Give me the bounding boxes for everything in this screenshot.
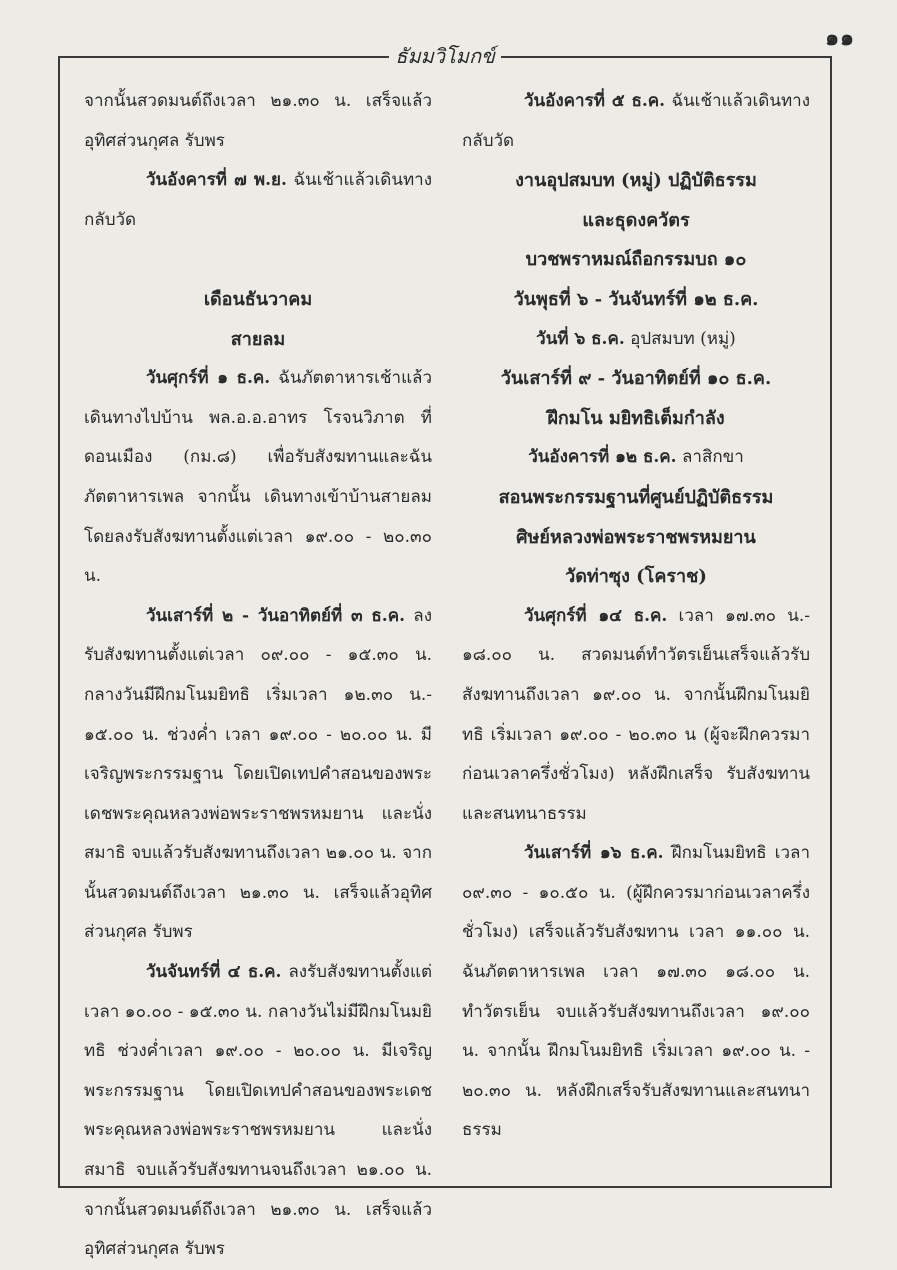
date-label: วันจันทร์ที่ ๔ ธ.ค. <box>146 962 282 983</box>
section-heading: บวชพราหมณ์ถือกรรมบถ ๑๐ <box>525 249 747 271</box>
continued-paragraph <box>84 82 432 161</box>
blank-line <box>84 240 432 280</box>
section-heading: วัดท่าซุง (โคราช) <box>565 566 707 588</box>
date-range-heading: วันพุธที่ ๖ - วันจันทร์ที่ ๑๒ ธ.ค. <box>513 288 759 310</box>
paragraph-text: จากนั้นสวดมนต์ถึงเวลา ๒๑.๓๐ น. เสร็จแล้วอุทิศส่วนกุศล รับพร <box>84 91 432 151</box>
date-range-heading: วันเสาร์ที่ ๙ - วันอาทิตย์ที่ ๑๐ ธ.ค. <box>500 368 772 390</box>
left-column <box>84 82 432 1270</box>
schedule-paragraph <box>84 953 432 1270</box>
paragraph-text: ลาสิกขา <box>676 447 744 468</box>
date-label: วันอังคารที่ ๑๒ ธ.ค. <box>528 447 677 468</box>
schedule-line <box>462 320 810 360</box>
page-frame <box>58 44 832 1260</box>
schedule-paragraph <box>462 82 810 161</box>
date-label: วันอังคารที่ ๕ ธ.ค. <box>524 91 666 111</box>
right-column <box>462 82 810 1151</box>
schedule-paragraph <box>84 161 432 240</box>
date-label: วันอังคารที่ ๗ พ.ย. <box>146 170 287 191</box>
paragraph-text: ฉันเช้าแล้วเดินทางกลับวัด <box>84 170 432 230</box>
section-heading: เดือนธันวาคม <box>203 288 313 310</box>
section-heading: และธุดงควัตร <box>582 209 690 231</box>
section-heading: ศิษย์หลวงพ่อพระราชพรหมยาน <box>516 526 756 548</box>
paragraph-text: อุปสมบท (หมู่) <box>624 328 736 349</box>
running-header <box>60 40 830 72</box>
schedule-paragraph <box>84 597 432 953</box>
schedule-paragraph <box>462 834 810 1151</box>
running-header-text: ธัมมวิโมกข์ <box>389 44 501 68</box>
paragraph-text: ลงรับสังฆทานตั้งแต่เวลา ๑๐.๐๐ - ๑๕.๓๐ น. กลางวันไม่มีฝึกมโนมยิทธิ ช่วงค่ำเวลา ๑๙.๐๐ - ๒๐.๐๐ น. มีเจริญพระกรรมฐาน โดยเปิดเทปคำสอนของพระเดชพระคุณหลวงพ่อพระราชพรหมยาน และนั่งสมาธิ จบแล้วรับสังฆทานจนถึงเวลา ๒๑.๐๐ น. จากนั้นสวดมนต์ถึงเวลา ๒๑.๓๐ น. เสร็จแล้วอุทิศส่วนกุศล รับพร <box>84 962 432 1260</box>
schedule-line <box>462 438 810 478</box>
paragraph-text: ฉันภัตตาหารเช้าแล้วเดินทางไปบ้าน พล.อ.อ.อาทร โรจนวิภาต ที่ดอนเมือง (กม.๘) เพื่อรับสังฆทานและฉันภัตตาหารเพล จากนั้น เดินทางเข้าบ้านสายลม โดยลงรับสังฆทานตั้งแต่เวลา ๑๙.๐๐ - ๒๐.๓๐ น. <box>84 368 432 587</box>
date-label: วันศุกร์ที่ ๑๔ ธ.ค. <box>524 605 668 626</box>
date-label: วันศุกร์ที่ ๑ ธ.ค. <box>146 368 271 389</box>
date-label: วันเสาร์ที่ ๑๖ ธ.ค. <box>524 843 664 864</box>
paragraph-text: ลงรับสังฆทานตั้งแต่เวลา ๐๙.๐๐ - ๑๕.๓๐ น. กลางวันมีฝึกมโนมยิทธิ เริ่มเวลา ๑๒.๓๐ น.- ๑๕.๐๐ น. ช่วงค่ำ เวลา ๑๙.๐๐ - ๒๐.๐๐ น. มีเจริญพระกรรมฐาน โดยเปิดเทปคำสอนของพระเดชพระคุณหลวงพ่อพระราชพรหมยาน และนั่งสมาธิ จบแล้วรับสังฆทานถึงเวลา ๒๑.๐๐ น. จากนั้นสวดมนต์ถึงเวลา ๒๑.๓๐ น. เสร็จแล้วอุทิศส่วนกุศล รับพร <box>84 605 432 943</box>
schedule-paragraph <box>462 597 810 835</box>
paragraph-text: ฉันเช้าแล้วเดินทางกลับวัด <box>462 91 810 151</box>
section-heading: สอนพระกรรมฐานที่ศูนย์ปฏิบัติธรรม <box>498 486 774 508</box>
page-number: ๑๑ <box>825 25 855 51</box>
section-heading: สายลม <box>230 328 286 350</box>
date-label: วันเสาร์ที่ ๒ - วันอาทิตย์ที่ ๓ ธ.ค. <box>146 605 405 626</box>
section-heading: ฝึกมโน มยิทธิเต็มกำลัง <box>547 407 725 429</box>
paragraph-text: ฝึกมโนมยิทธิ เวลา ๐๙.๓๐ - ๑๐.๕๐ น. (ผู้ฝึกควรมาก่อนเวลาครึ่งชั่วโมง) เสร็จแล้วรับสังฆทาน เวลา ๑๑.๐๐ น. ฉันภัตตาหารเพล เวลา ๑๗.๓๐ ๑๘.๐๐ น. ทำวัตรเย็น จบแล้วรับสังฆทานถึงเวลา ๑๙.๐๐ น. จากนั้น ฝึกมโนมยิทธิ เริ่มเวลา ๑๙.๐๐ น. - ๒๐.๓๐ น. หลังฝึกเสร็จรับสังฆทานและสนทนาธรรม <box>462 843 810 1141</box>
schedule-paragraph <box>84 359 432 597</box>
section-heading: งานอุปสมบท (หมู่) ปฏิบัติธรรม <box>515 170 757 192</box>
paragraph-text: เวลา ๑๗.๓๐ น.- ๑๘.๐๐ น. สวดมนต์ทำวัตรเย็นเสร็จแล้วรับสังฆทานถึงเวลา ๑๙.๐๐ น. จากนั้นฝึกมโนมยิทธิ เริ่มเวลา ๑๙.๐๐ - ๒๐.๓๐ น (ผู้จะฝึกควรมาก่อนเวลาครึ่งชั่วโมง) หลังฝึกเสร็จ รับสังฆทานและสนทนาธรรม <box>462 605 811 824</box>
date-label: วันที่ ๖ ธ.ค. <box>536 328 625 349</box>
